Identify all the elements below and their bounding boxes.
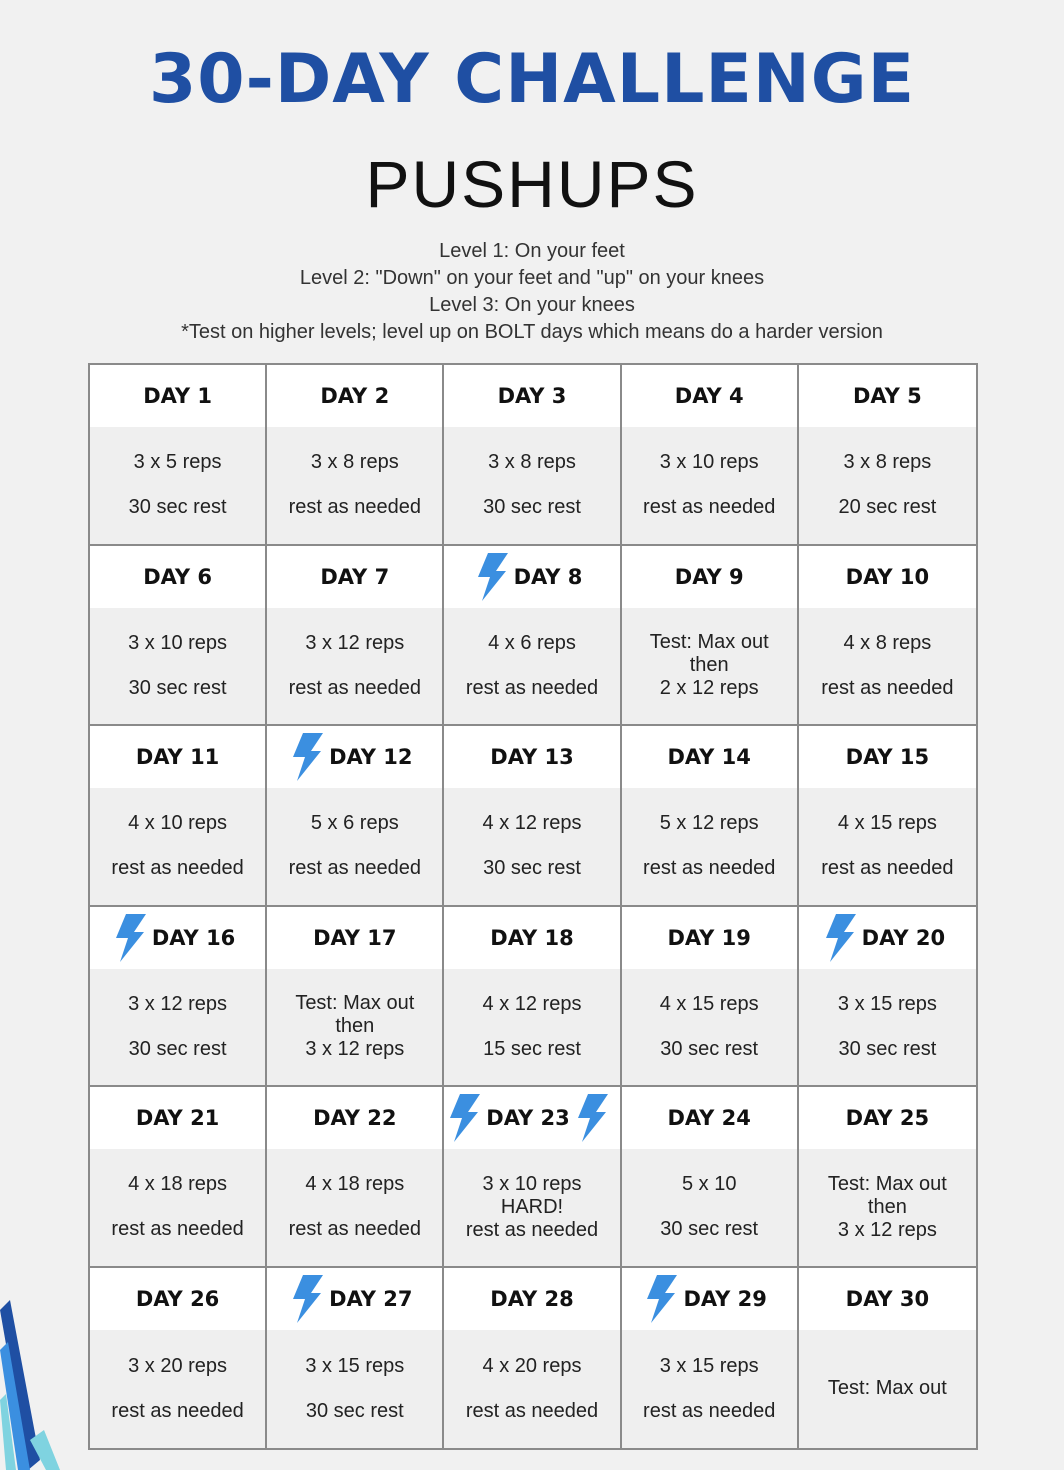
day-label: DAY 11 [135, 745, 220, 769]
lightning-bolt-icon [446, 1094, 482, 1142]
workout-line: rest as needed [288, 857, 421, 880]
workout-line: 3 x 10 reps [482, 1172, 582, 1195]
day-label: DAY 14 [667, 745, 751, 769]
level-line-2: Level 2: "Down" on your feet and "up" on your knees [299, 267, 765, 289]
day-workout [267, 608, 442, 725]
day-header [267, 546, 442, 608]
workout-line: then [335, 1015, 375, 1038]
workout-line: 30 sec rest [305, 1399, 404, 1422]
lightning-bolt-icon [822, 914, 858, 962]
lightning-bolt-icon [643, 1275, 679, 1323]
day-header [444, 907, 619, 969]
day-label: DAY 4 [674, 384, 744, 408]
day-workout [444, 788, 619, 905]
lightning-bolt-icon [574, 1094, 610, 1142]
day-label: DAY 7 [320, 564, 390, 589]
day-header [622, 546, 797, 608]
day-workout [444, 1330, 619, 1449]
day-cell [799, 1268, 976, 1449]
day-cell [622, 907, 799, 1088]
day-cell [799, 546, 976, 727]
day-cell [622, 726, 799, 907]
workout-line: 3 x 12 reps [305, 631, 405, 654]
day-label: DAY 21 [135, 1106, 220, 1130]
workout-line: rest as needed [821, 857, 954, 880]
day-label: DAY 28 [490, 1286, 574, 1311]
workout-line: Test: Max out [827, 1172, 947, 1195]
workout-line: 4 x 12 reps [482, 812, 582, 835]
day-workout [90, 969, 265, 1086]
lightning-bolt-icon [289, 733, 325, 781]
workout-line: Test: Max out [649, 631, 769, 654]
day-label: DAY 3 [497, 384, 567, 408]
day-cell [444, 546, 621, 727]
workout-line: 3 x 8 reps [488, 451, 576, 474]
day-header [622, 726, 797, 788]
day-workout [444, 427, 619, 544]
day-workout [444, 969, 619, 1086]
workout-line: rest as needed [643, 1399, 776, 1422]
decorative-stripes [0, 1290, 60, 1470]
day-label: DAY 22 [313, 1106, 397, 1130]
workout-line: rest as needed [288, 496, 421, 519]
day-workout [622, 608, 797, 725]
workout-line: 3 x 8 reps [310, 451, 399, 474]
workout-line: 3 x 15 reps [659, 1354, 759, 1377]
day-header [444, 365, 619, 427]
day-cell [622, 546, 799, 727]
workout-line: rest as needed [111, 1399, 244, 1422]
day-label: DAY 16 [151, 925, 236, 950]
day-label: DAY 1 [143, 384, 212, 408]
day-cell [622, 1268, 799, 1449]
day-cell [444, 1087, 621, 1268]
workout-line: rest as needed [465, 1399, 599, 1422]
day-cell [799, 726, 976, 907]
day-cell [267, 726, 444, 907]
workout-line: rest as needed [643, 496, 776, 519]
day-header [799, 726, 976, 788]
day-label: DAY 15 [845, 745, 930, 769]
day-header [90, 907, 265, 969]
workout-line: 4 x 12 reps [482, 992, 582, 1015]
day-cell [90, 1268, 267, 1449]
day-workout [267, 788, 442, 905]
day-cell [267, 1087, 444, 1268]
workout-line: 30 sec rest [838, 1037, 937, 1060]
day-cell [444, 726, 621, 907]
day-workout [90, 788, 265, 905]
workout-line: 3 x 8 reps [843, 451, 932, 474]
day-workout [267, 1149, 442, 1266]
day-header [622, 1268, 797, 1330]
workout-line: rest as needed [111, 1218, 244, 1241]
day-workout [799, 1149, 976, 1266]
day-header [267, 726, 442, 788]
day-label: DAY 10 [845, 564, 930, 589]
lightning-bolt-icon [112, 914, 148, 962]
workout-line: 3 x 12 reps [305, 1038, 405, 1061]
day-cell [444, 1268, 621, 1449]
day-label: DAY 25 [845, 1106, 930, 1130]
day-workout [622, 969, 797, 1086]
level-note: *Test on higher levels; level up on BOLT days which means do a harder version [181, 321, 883, 343]
workout-line: 5 x 10 [681, 1173, 737, 1196]
day-cell [799, 365, 976, 546]
workout-line: 3 x 15 reps [305, 1354, 405, 1377]
day-cell [90, 907, 267, 1088]
workout-line: 30 sec rest [128, 496, 227, 519]
day-header [267, 907, 442, 969]
day-cell [444, 907, 621, 1088]
day-header [799, 546, 976, 608]
day-header [622, 365, 797, 427]
lightning-bolt-icon [474, 553, 510, 601]
day-label: DAY 12 [329, 745, 413, 769]
day-label: DAY 17 [313, 925, 397, 950]
day-cell [90, 546, 267, 727]
day-label: DAY 6 [143, 564, 212, 589]
workout-line: 15 sec rest [483, 1037, 581, 1060]
day-header [444, 726, 619, 788]
day-label: DAY 2 [320, 384, 390, 408]
day-workout [90, 608, 265, 725]
day-label: DAY 19 [667, 925, 751, 950]
day-label: DAY 9 [674, 564, 744, 589]
day-header [799, 365, 976, 427]
day-header [622, 1087, 797, 1149]
workout-line: 4 x 15 reps [837, 812, 937, 835]
day-workout [799, 608, 976, 725]
workout-line: 4 x 18 reps [305, 1173, 405, 1196]
workout-line: 30 sec rest [660, 1037, 759, 1060]
day-cell [267, 907, 444, 1088]
day-label: DAY 5 [852, 384, 922, 408]
workout-line: 3 x 12 reps [837, 1218, 937, 1241]
day-workout [622, 1149, 797, 1266]
workout-line: 4 x 18 reps [128, 1173, 228, 1196]
day-cell [622, 1087, 799, 1268]
day-header [444, 1087, 619, 1149]
day-header [267, 365, 442, 427]
challenge-grid [88, 363, 978, 1450]
day-label: DAY 30 [845, 1286, 930, 1311]
day-cell [90, 365, 267, 546]
day-cell [622, 365, 799, 546]
workout-line: 3 x 10 reps [128, 631, 228, 654]
workout-line: rest as needed [821, 676, 954, 699]
day-header [444, 546, 619, 608]
workout-line: 4 x 8 reps [843, 631, 932, 654]
lightning-bolt-icon [289, 1275, 325, 1323]
workout-line: rest as needed [465, 676, 599, 699]
day-label: DAY 24 [667, 1106, 751, 1130]
workout-line: 30 sec rest [483, 496, 581, 519]
day-header [90, 365, 265, 427]
workout-line: 30 sec rest [128, 1037, 227, 1060]
day-header [267, 1268, 442, 1330]
day-workout [799, 427, 976, 544]
level-line-1: Level 1: On your feet [439, 240, 625, 262]
day-label: DAY 18 [490, 925, 574, 950]
day-cell [90, 726, 267, 907]
day-workout [799, 788, 976, 905]
workout-line: HARD! [500, 1195, 564, 1218]
day-label: DAY 8 [513, 564, 583, 589]
day-workout [90, 1330, 265, 1449]
day-cell [444, 365, 621, 546]
workout-line: 30 sec rest [128, 676, 227, 699]
day-workout [799, 969, 976, 1086]
workout-line: 4 x 20 reps [482, 1354, 582, 1377]
day-cell [267, 546, 444, 727]
day-header [622, 907, 797, 969]
workout-line: rest as needed [465, 1218, 599, 1241]
day-header [799, 1268, 976, 1330]
workout-line: rest as needed [288, 1218, 421, 1241]
day-header [267, 1087, 442, 1149]
workout-line: 3 x 20 reps [128, 1354, 228, 1377]
workout-line: then [867, 1195, 907, 1218]
day-workout [799, 1330, 976, 1449]
day-label: DAY 23 [486, 1106, 570, 1130]
day-label: DAY 27 [329, 1286, 413, 1311]
day-workout [90, 1149, 265, 1266]
workout-line: 4 x 15 reps [659, 992, 759, 1015]
day-cell [267, 1268, 444, 1449]
level-line-3: Level 3: On your knees [429, 294, 635, 316]
workout-line: 3 x 5 reps [133, 451, 222, 474]
workout-line: Test: Max out [827, 1377, 947, 1400]
day-workout [622, 427, 797, 544]
day-workout [267, 427, 442, 544]
day-header [90, 546, 265, 608]
workout-line: 3 x 15 reps [837, 992, 937, 1015]
day-header [90, 1268, 265, 1330]
day-cell [90, 1087, 267, 1268]
workout-line: rest as needed [643, 857, 776, 880]
workout-line: 3 x 10 reps [659, 451, 759, 474]
workout-line: 4 x 10 reps [128, 812, 228, 835]
workout-line: 30 sec rest [660, 1218, 759, 1241]
day-header [799, 1087, 976, 1149]
day-cell [799, 1087, 976, 1268]
workout-line: 3 x 12 reps [128, 992, 228, 1015]
day-workout [90, 427, 265, 544]
day-header [90, 726, 265, 788]
workout-line: 20 sec rest [838, 496, 937, 519]
day-label: DAY 20 [861, 925, 946, 950]
workout-line: rest as needed [111, 857, 244, 880]
workout-line: 4 x 6 reps [488, 631, 576, 654]
workout-line: 5 x 12 reps [659, 812, 759, 835]
day-workout [444, 1149, 619, 1266]
day-workout [267, 969, 442, 1086]
page-subtitle: PUSHUPS [365, 147, 699, 221]
workout-line: 5 x 6 reps [310, 812, 399, 835]
workout-line: 2 x 12 reps [659, 677, 759, 700]
day-workout [622, 1330, 797, 1449]
workout-line: Test: Max out [295, 992, 415, 1015]
day-cell [267, 365, 444, 546]
workout-line: 30 sec rest [483, 857, 581, 880]
level-instructions [0, 238, 1064, 346]
day-label: DAY 13 [490, 745, 574, 769]
page-title: 30-DAY CHALLENGE [148, 40, 916, 119]
day-label: DAY 26 [135, 1286, 220, 1311]
day-workout [622, 788, 797, 905]
workout-line: then [689, 654, 729, 677]
workout-line: rest as needed [288, 676, 421, 699]
day-header [444, 1268, 619, 1330]
day-header [799, 907, 976, 969]
day-header [90, 1087, 265, 1149]
day-label: DAY 29 [683, 1286, 767, 1311]
day-workout [267, 1330, 442, 1449]
day-workout [444, 608, 619, 725]
day-cell [799, 907, 976, 1088]
